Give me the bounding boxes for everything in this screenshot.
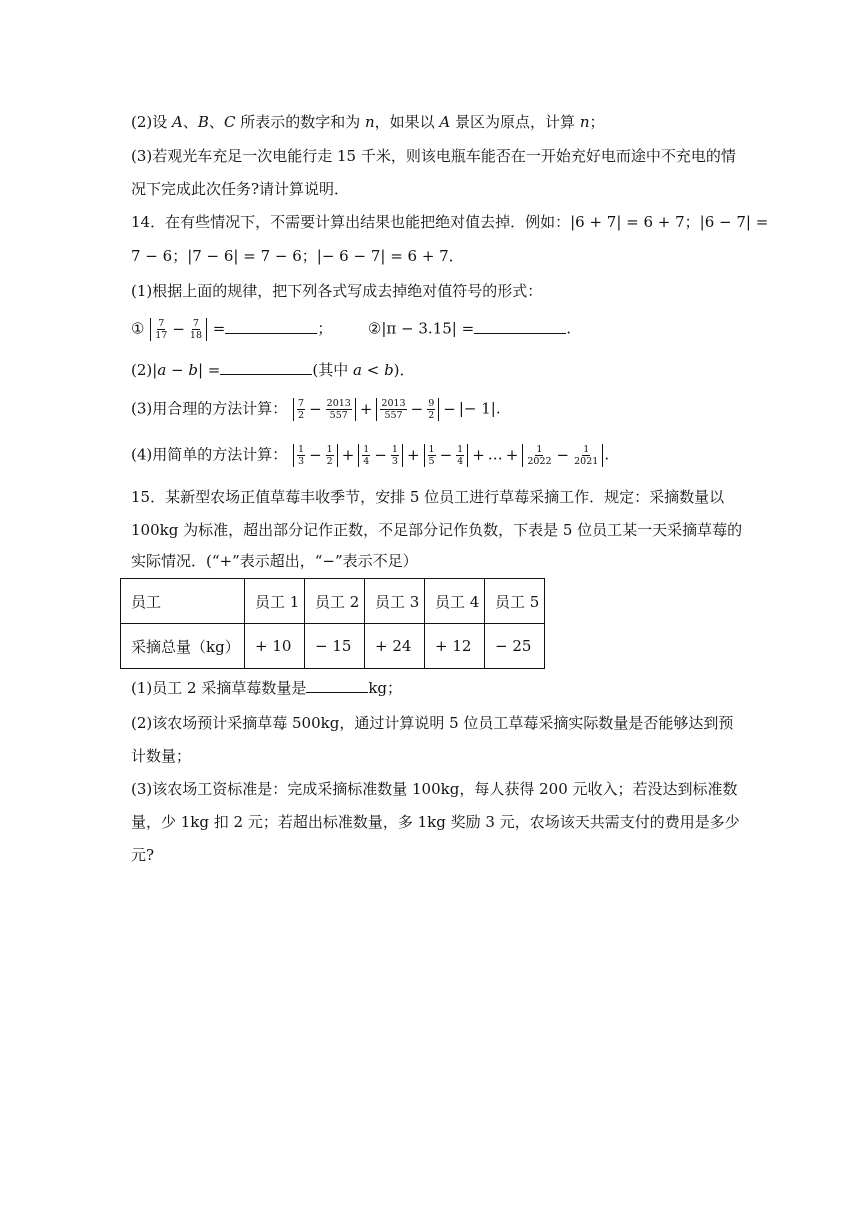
q15-part3-line2: 量，少 1kg 扣 2 元；若超出标准数量，多 1kg 奖励 3 元，农场该天共需支付的费用是多少: [131, 813, 740, 831]
q15-intro-line3: 实际情况．(“+”表示超出，“−”表示不足）: [131, 552, 418, 570]
table-row: [121, 624, 545, 669]
table-cell: + 10: [245, 624, 305, 669]
q14-intro-line2: 7 − 6；|7 − 6| = 7 − 6；|− 6 − 7| = 6 + 7．: [131, 247, 464, 265]
q14-part4: (4)用简单的方法计算： $\frac{1}{3}$ − $\frac{1}{2}$ + $\frac{1}{4}$ − $\frac{1}{3}$ + $\frac{1}{5}$ − $\frac{1}{4}$ + … + $\frac{1}{2022}$ − $\frac{1}{2021}$ .: [131, 444, 610, 467]
q15-part2-line2: 计数量；: [131, 747, 192, 765]
table-header-cell: 员工 4: [425, 579, 485, 624]
table-header-cell: 员工: [121, 579, 245, 624]
strawberry-table: [120, 578, 545, 669]
q13-part3-line1: (3)若观光车充足一次电能行走 15 千米，则该电瓶车能否在一开始充好电而途中不充电的情: [131, 147, 736, 165]
table-cell: − 15: [305, 624, 365, 669]
abs-expr-1: $\frac{7}{17}$ − $\frac{7}{18}$: [150, 318, 207, 341]
q15-part3-line1: (3)该农场工资标准是：完成采摘标准数量 100kg，每人获得 200 元收入；若没达到标准数: [131, 780, 738, 798]
q15-part2-line1: (2)该农场预计采摘草莓 500kg，通过计算说明 5 位员工草莓采摘实际数量是否能够达到预: [131, 714, 734, 732]
table-header-cell: 员工 2: [305, 579, 365, 624]
table-header-cell: 员工 5: [485, 579, 545, 624]
table-header-cell: 员工 1: [245, 579, 305, 624]
q14-part1: (1)根据上面的规律，把下列各式写成去掉绝对值符号的形式：: [131, 282, 543, 300]
answer-blank-4[interactable]: [306, 678, 368, 693]
q15-part1: (1)员工 2 采摘草莓数量是 kg；: [131, 679, 403, 697]
q13-part3-line2: 况下完成此次任务?请计算说明．: [131, 180, 350, 198]
q14-part2: (2)|a − b| = (其中 a < b)．: [131, 361, 415, 379]
table-cell: − 25: [485, 624, 545, 669]
answer-blank-2[interactable]: [474, 319, 566, 334]
q14-part3: (3)用合理的方法计算： $\frac{7}{2}$ − $\frac{2013}{557}$ + $\frac{2013}{557}$ − $\frac{9}{2}$ − |− 1|.: [131, 398, 501, 421]
q14-intro-line1: 14．在有些情况下，不需要计算出结果也能把绝对值去掉．例如：|6 + 7| = 6 + 7；|6 − 7| =: [131, 213, 769, 231]
table-header-cell: 员工 3: [365, 579, 425, 624]
table-cell: + 12: [425, 624, 485, 669]
q15-intro-line1: 15．某新型农场正值草莓丰收季节，安排 5 位员工进行草莓采摘工作．规定：采摘数量以: [131, 488, 725, 506]
q15-part3-line3: 元?: [131, 846, 155, 864]
q14-part1-items: ① $\frac{7}{17}$ − $\frac{7}{18}$ = ； ②|π − 3.15| = .: [131, 318, 571, 341]
q15-intro-line2: 100kg 为标准，超出部分记作正数，不足部分记作负数，下表是 5 位员工某一天采摘草莓的: [131, 521, 743, 539]
answer-blank-3[interactable]: [220, 360, 312, 375]
table-row-label: 采摘总量（kg）: [121, 624, 245, 669]
table-row: [121, 579, 545, 624]
q13-part2: (2)设 A、B、C 所表示的数字和为 n，如果以 A 景区为原点，计算 n；: [131, 113, 605, 131]
answer-blank-1[interactable]: [225, 319, 317, 334]
table-cell: + 24: [365, 624, 425, 669]
